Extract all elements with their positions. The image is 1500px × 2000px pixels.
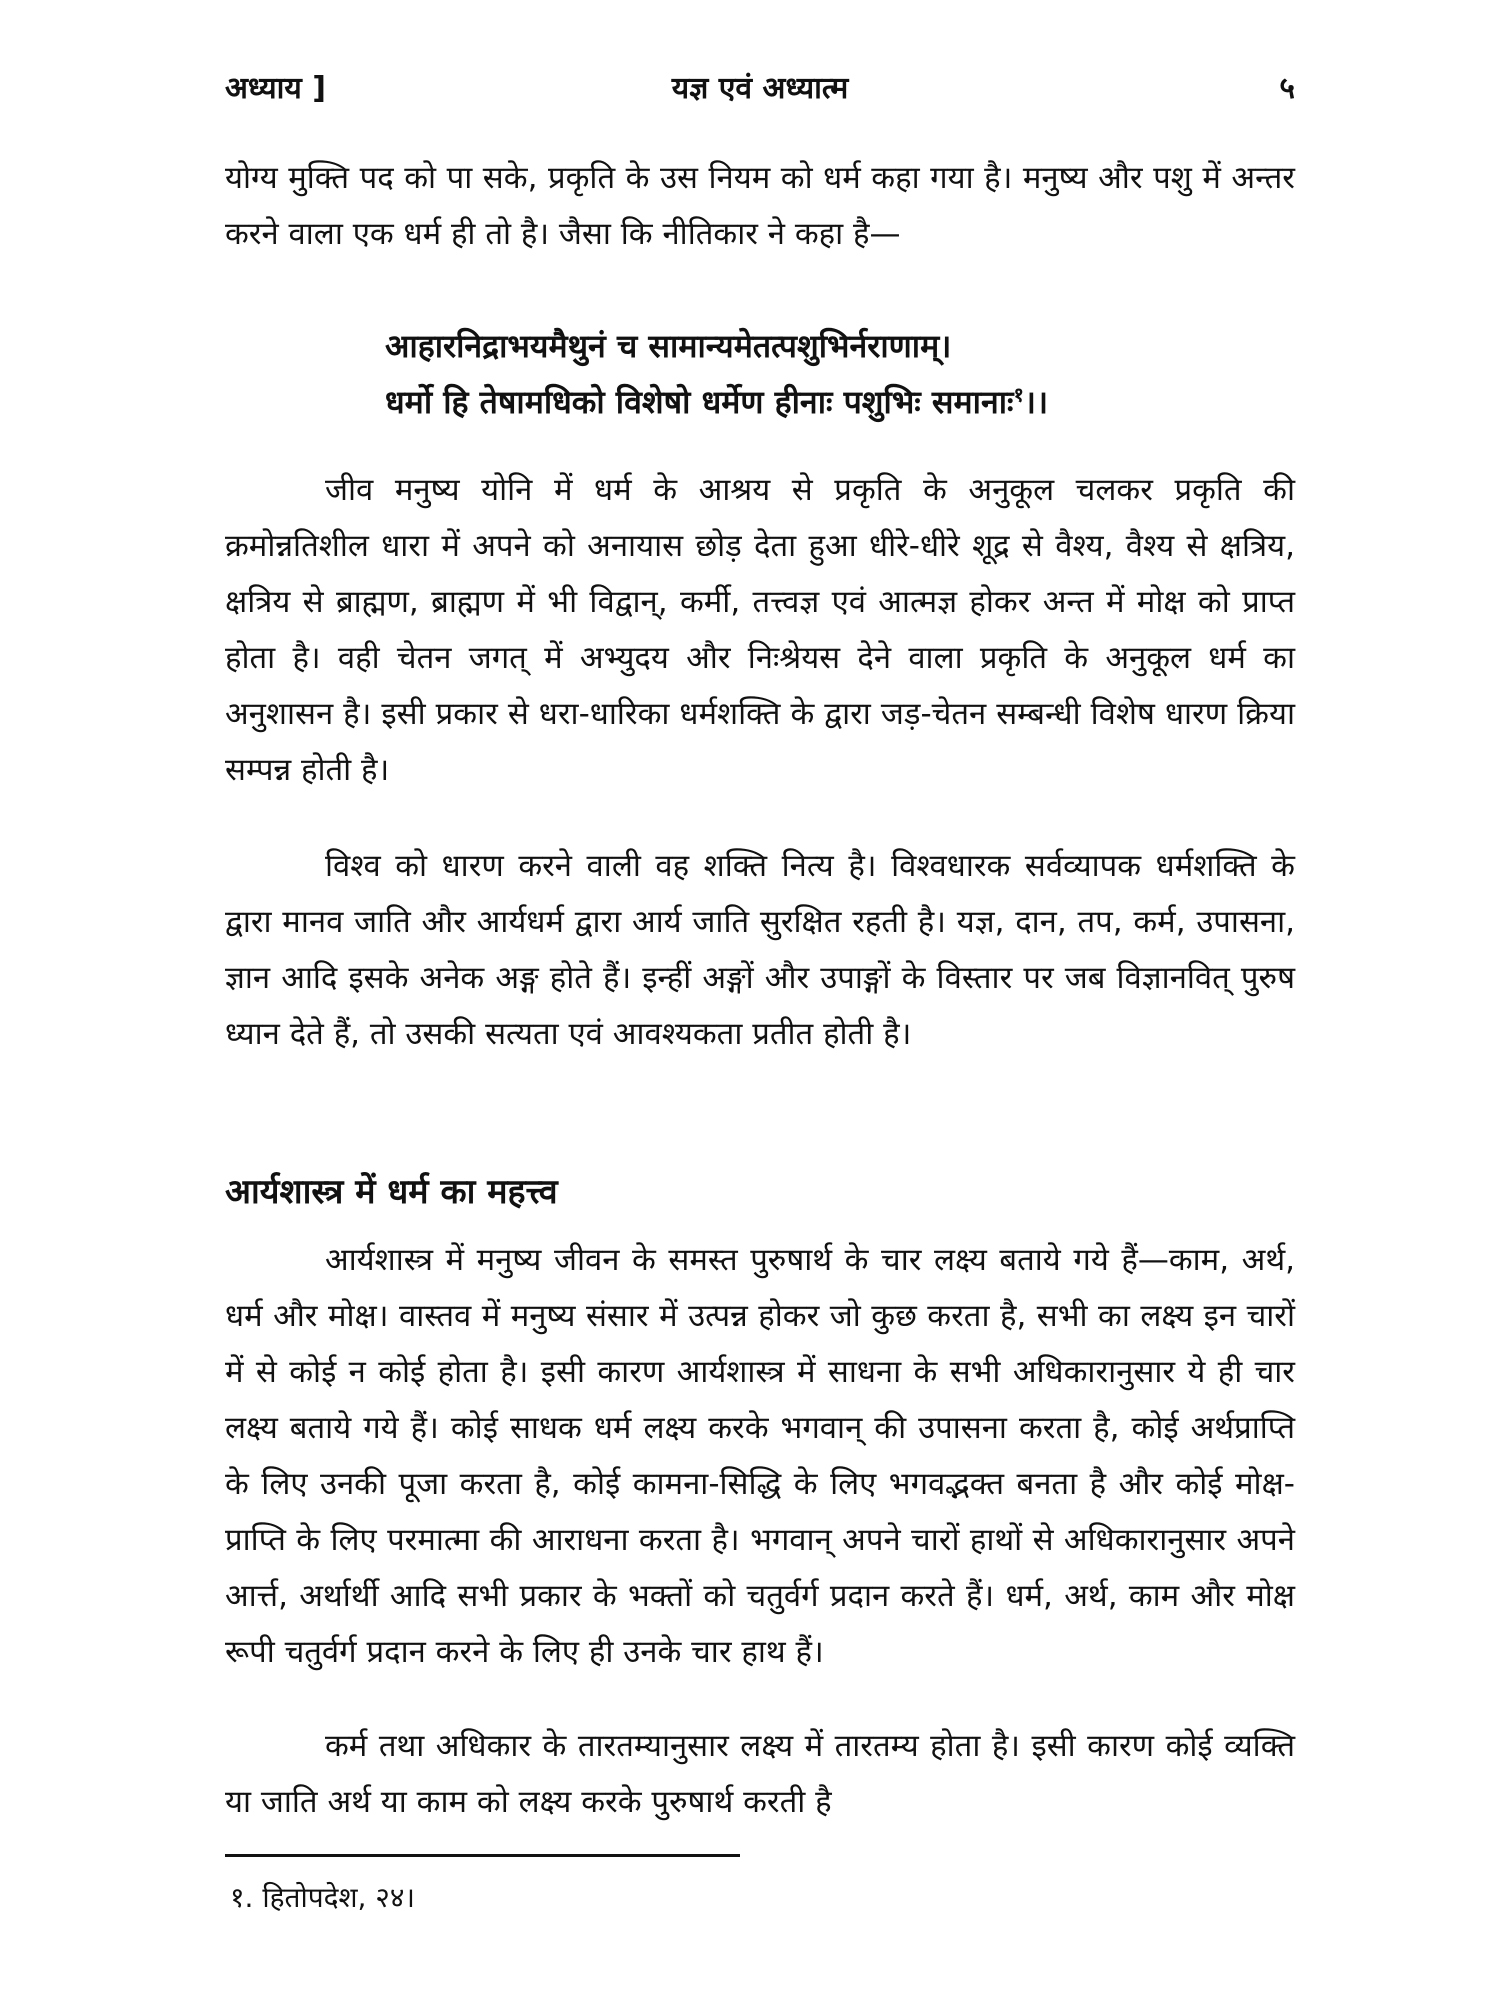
verse-line-2-text: धर्मो हि तेषामधिको विशेषो धर्मेण हीनाः पशुभिः समानाः bbox=[385, 383, 1014, 421]
paragraph-3-block bbox=[225, 838, 1295, 1062]
paragraph-4-block bbox=[225, 1232, 1295, 1680]
verse-line-2-end: ।। bbox=[1023, 383, 1049, 421]
paragraph-3: विश्व को धारण करने वाली वह शक्ति नित्य है। विश्वधारक सर्वव्यापक धर्मशक्ति के द्वारा मानव जाति और आर्यधर्म द्वारा आर्य जाति सुरक्षित रहती है। यज्ञ, दान, तप, कर्म, उपासना, ज्ञान आदि इसके अनेक अङ्ग होते हैं। इन्हीं अङ्गों और उपाङ्गों के विस्तार पर जब विज्ञानवित् पुरुष ध्यान देते हैं, तो उसकी सत्यता एवं आवश्यकता प्रतीत होती है। bbox=[225, 848, 1295, 1052]
footnote-divider bbox=[225, 1854, 740, 1857]
paragraph-5-block bbox=[225, 1718, 1295, 1830]
chapter-label: अध्याय ] bbox=[225, 71, 326, 106]
paragraph-2-block bbox=[225, 462, 1295, 798]
paragraph-2: जीव मनुष्य योनि में धर्म के आश्रय से प्रकृति के अनुकूल चलकर प्रकृति की क्रमोन्नतिशील धारा में अपने को अनायास छोड़ देता हुआ धीरे-धीरे शूद्र से वैश्य, वैश्य से क्षत्रिय, क्षत्रिय से ब्राह्मण, ब्राह्मण में भी विद्वान्, कर्मी, तत्त्वज्ञ एवं आत्मज्ञ होकर अन्त में मोक्ष को प्राप्त होता है। वही चेतन जगत् में अभ्युदय और निःश्रेयस देने वाला प्रकृति के अनुकूल धर्म का अनुशासन है। इसी प्रकार से धरा-धारिका धर्मशक्ति के द्वारा जड़-चेतन सम्बन्धी विशेष धारण क्रिया सम्पन्न होती है। bbox=[225, 472, 1295, 788]
book-title: यज्ञ एवं अध्यात्म bbox=[671, 71, 849, 106]
paragraph-1: योग्य मुक्ति पद को पा सके, प्रकृति के उस नियम को धर्म कहा गया है। मनुष्य और पशु में अन्तर करने वाला एक धर्म ही तो है। जैसा कि नीतिकार ने कहा है— bbox=[225, 160, 1295, 252]
footnote-marker: १ bbox=[1013, 382, 1024, 407]
paragraph-4: आर्यशास्त्र में मनुष्य जीवन के समस्त पुरुषार्थ के चार लक्ष्य बताये गये हैं—काम, अर्थ, धर्म और मोक्ष। वास्तव में मनुष्य संसार में उत्पन्न होकर जो कुछ करता है, सभी का लक्ष्य इन चारों में से कोई न कोई होता है। इसी कारण आर्यशास्त्र में साधना के सभी अधिकारानुसार ये ही चार लक्ष्य बताये गये हैं। कोई साधक धर्म लक्ष्य करके भगवान् की उपासना करता है, कोई अर्थप्राप्ति के लिए उनकी पूजा करता है, कोई कामना-सिद्धि के लिए भगवद्भक्त बनता है और कोई मोक्ष-प्राप्ति के लिए परमात्मा की आराधना करता है। भगवान् अपने चारों हाथों से अधिकारानुसार अपने आर्त्त, अर्थार्थी आदि सभी प्रकार के भक्तों को चतुर्वर्ग प्रदान करते हैं। धर्म, अर्थ, काम और मोक्ष रूपी चतुर्वर्ग प्रदान करने के लिए ही उनके चार हाथ हैं। bbox=[225, 1242, 1295, 1670]
running-header bbox=[225, 66, 1295, 114]
paragraph-1-block bbox=[225, 150, 1295, 262]
footnote: १. हितोपदेश, २४। bbox=[230, 1881, 416, 1914]
sanskrit-verse bbox=[225, 318, 1295, 430]
verse-line-2 bbox=[225, 374, 1295, 430]
verse-line-1: आहारनिद्राभयमैथुनं च सामान्यमेतत्पशुभिर्नराणाम्। bbox=[385, 327, 952, 365]
paragraph-5: कर्म तथा अधिकार के तारतम्यानुसार लक्ष्य में तारतम्य होता है। इसी कारण कोई व्यक्ति या जाति अर्थ या काम को लक्ष्य करके पुरुषार्थ करती है bbox=[225, 1728, 1295, 1820]
section-heading: आर्यशास्त्र में धर्म का महत्त्व bbox=[225, 1172, 558, 1212]
page-number: ५ bbox=[1279, 71, 1295, 106]
